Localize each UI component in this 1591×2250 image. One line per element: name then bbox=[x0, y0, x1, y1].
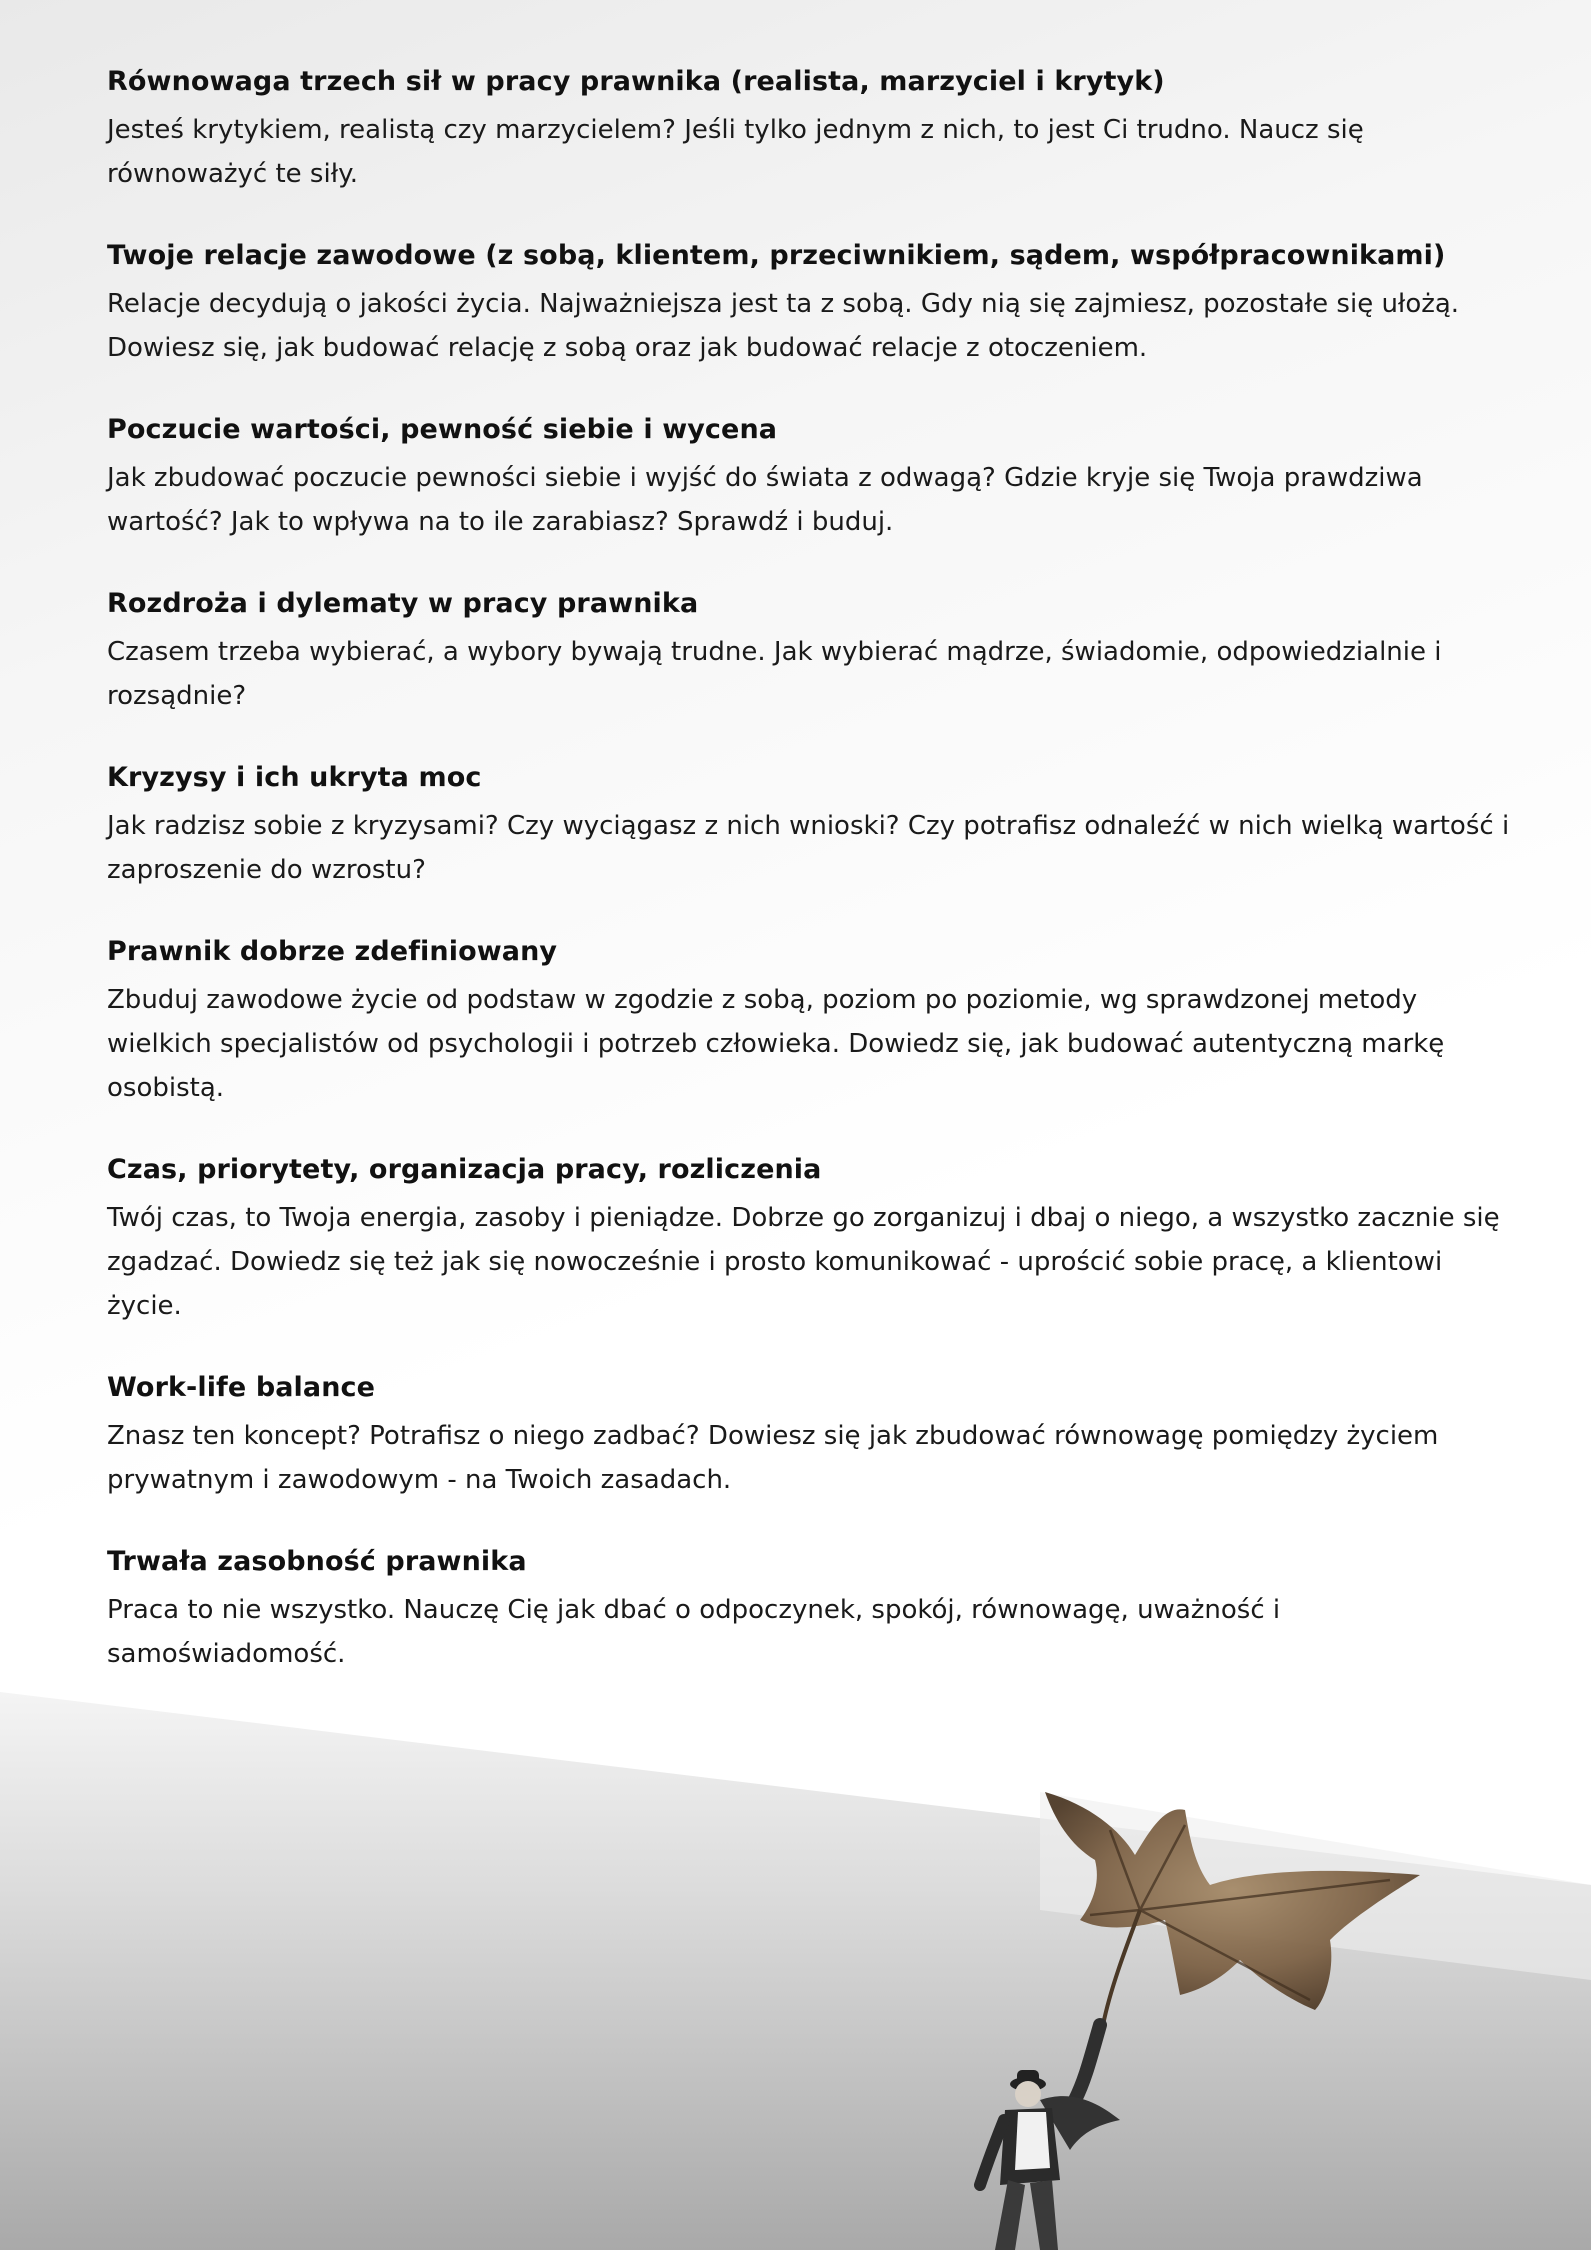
section-body: Jak zbudować poczucie pewności siebie i wyjść do świata z odwagą? Gdzie kryje się Twoja prawdziwa wartość? Jak to wpływa na to ile zarabiasz? Sprawdź i buduj. bbox=[107, 463, 1423, 537]
section-heading: Prawnik dobrze zdefiniowany bbox=[107, 936, 558, 967]
section-heading: Twoje relacje zawodowe (z sobą, klientem, przeciwnikiem, sądem, współpracownikami) bbox=[107, 240, 1446, 271]
section-body: Jesteś krytykiem, realistą czy marzycielem? Jeśli tylko jednym z nich, to jest Ci trudno. Naucz się równoważyć te siły. bbox=[107, 115, 1364, 189]
photo-background bbox=[0, 1692, 1591, 2250]
section-balance bbox=[107, 62, 1517, 196]
section-body: Zbuduj zawodowe życie od podstaw w zgodzie z sobą, poziom po poziomie, wg sprawdzonej metody wielkich specjalistów od psychologii i potrzeb człowieka. Dowiedz się, jak budować autentyczną markę osobistą. bbox=[107, 985, 1445, 1103]
section-body: Znasz ten koncept? Potrafisz o niego zadbać? Dowiesz się jak zbudować równowagę pomiędzy życiem prywatnym i zawodowym - na Twoich zasadach. bbox=[107, 1421, 1439, 1495]
section-dilemmas bbox=[107, 584, 1517, 718]
section-body: Praca to nie wszystko. Nauczę Cię jak dbać o odpoczynek, spokój, równowagę, uważność i samoświadomość. bbox=[107, 1595, 1281, 1669]
section-self-worth bbox=[107, 410, 1517, 544]
section-body: Jak radzisz sobie z kryzysami? Czy wyciągasz z nich wnioski? Czy potrafisz odnaleźć w nich wielką wartość i zaproszenie do wzrostu? bbox=[107, 811, 1510, 885]
section-heading: Trwała zasobność prawnika bbox=[107, 1546, 527, 1577]
section-heading: Czas, priorytety, organizacja pracy, rozliczenia bbox=[107, 1154, 822, 1185]
section-work-life bbox=[107, 1368, 1517, 1502]
section-heading: Rozdroża i dylematy w pracy prawnika bbox=[107, 588, 699, 619]
section-body: Twój czas, to Twoja energia, zasoby i pieniądze. Dobrze go zorganizuj i dbaj o niego, a wszystko zacznie się zgadzać. Dowiedz się też jak się nowocześnie i prosto komunikować - uprościć sobie pracę, a klientowi życie. bbox=[107, 1203, 1500, 1321]
section-heading: Równowaga trzech sił w pracy prawnika (realista, marzyciel i krytyk) bbox=[107, 66, 1165, 97]
section-heading: Poczucie wartości, pewność siebie i wycena bbox=[107, 414, 778, 445]
section-heading: Kryzysy i ich ukryta moc bbox=[107, 762, 482, 793]
man-holding-leaf-illustration bbox=[0, 1680, 1591, 2250]
section-heading: Work-life balance bbox=[107, 1372, 376, 1403]
article-content bbox=[107, 62, 1517, 1716]
section-relations bbox=[107, 236, 1517, 370]
section-time bbox=[107, 1150, 1517, 1328]
section-resourcefulness bbox=[107, 1542, 1517, 1676]
section-well-defined bbox=[107, 932, 1517, 1110]
section-body: Relacje decydują o jakości życia. Najważniejsza jest ta z sobą. Gdy nią się zajmiesz, pozostałe się ułożą. Dowiesz się, jak budować relację z sobą oraz jak budować relacje z otoczeniem. bbox=[107, 289, 1460, 363]
section-body: Czasem trzeba wybierać, a wybory bywają trudne. Jak wybierać mądrze, świadomie, odpowiedzialnie i rozsądnie? bbox=[107, 637, 1442, 711]
section-crises bbox=[107, 758, 1517, 892]
